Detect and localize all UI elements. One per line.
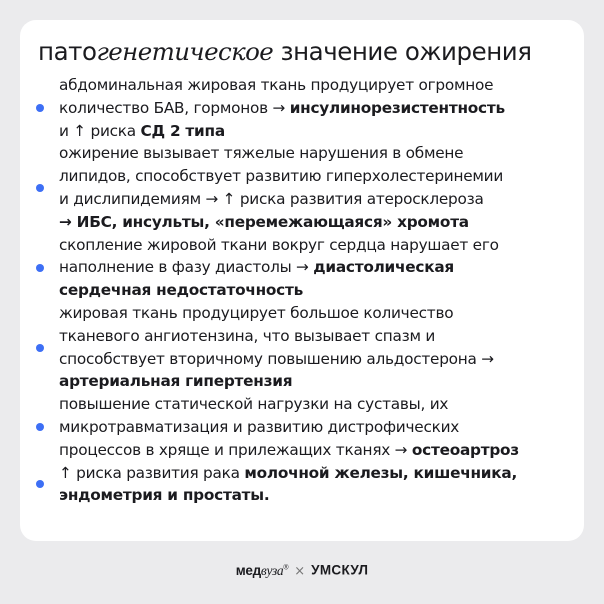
bullet-dot-icon (36, 423, 44, 431)
bold-text: сердечная недостаточность (59, 281, 304, 300)
text-line (59, 325, 584, 348)
text-segment: наполнение в фазу диастолы → (59, 258, 314, 277)
bullet-dot-icon (36, 104, 44, 112)
text-line (59, 97, 584, 120)
list-item (20, 302, 584, 393)
content-card (20, 20, 584, 541)
bullet-dot-icon (36, 344, 44, 352)
title-part-2-italic: генетическое (96, 37, 274, 66)
list-item (20, 462, 584, 508)
text-segment: жировая ткань продуцирует большое количество (59, 303, 454, 322)
text-segment: липидов, способствует развитию гиперхолестеринемии (59, 167, 504, 186)
text-line (59, 279, 584, 302)
text-line (59, 302, 584, 325)
text-line (59, 439, 584, 462)
bold-text: эндометрия и простаты. (59, 486, 270, 505)
separator-cross-icon: × (294, 563, 306, 579)
text-line (59, 120, 584, 143)
bold-text: артериальная гипертензия (59, 372, 293, 391)
bold-text: СД 2 типа (140, 121, 225, 140)
bullet-list (20, 74, 584, 507)
text-line (59, 484, 584, 507)
text-line (59, 74, 584, 97)
list-item (20, 142, 584, 233)
bold-text: остеоартроз (411, 440, 519, 459)
bold-text: → ИБС, инсульты, «перемежающаяся» хромота (59, 212, 469, 231)
bold-text: диастолическая (313, 258, 454, 277)
title-part-1: пато (38, 37, 97, 66)
text-line (59, 416, 584, 439)
text-segment: повышение статической нагрузки на суставы, их (59, 395, 449, 414)
text-segment: и дислипидемиям → ↑ риска развития атеросклероза (59, 189, 484, 208)
footer-logos (0, 559, 604, 581)
text-line (59, 256, 584, 279)
text-line (59, 165, 584, 188)
text-segment: скопление жировой ткани вокруг сердца нарушает его (59, 235, 499, 254)
text-segment: способствует вторичному повышению альдостерона → (59, 349, 494, 368)
text-line (59, 234, 584, 257)
bullet-dot-icon (36, 184, 44, 192)
list-item (20, 74, 584, 142)
list-item (20, 234, 584, 302)
text-line (59, 370, 584, 393)
text-line (59, 188, 584, 211)
text-line (59, 211, 584, 234)
bullet-dot-icon (36, 264, 44, 272)
list-item (20, 393, 584, 461)
text-segment: ↑ риска развития рака (59, 463, 245, 482)
text-line (59, 393, 584, 416)
text-segment: и ↑ риска (59, 121, 141, 140)
text-line (59, 142, 584, 165)
medvuza-logo: медвуза® (235, 562, 289, 578)
text-segment: ожирение вызывает тяжелые нарушения в обмене (59, 144, 464, 163)
text-line (59, 462, 584, 485)
page-title (38, 34, 532, 70)
text-segment: процессов в хряще и прилежащих тканях → (59, 440, 412, 459)
bullet-dot-icon (36, 480, 44, 488)
bold-text: молочной железы, кишечника, (244, 463, 518, 482)
text-segment: абдоминальная жировая ткань продуцирует огромное (59, 76, 494, 94)
bold-text: инсулинорезистентность (289, 98, 505, 117)
text-segment: количество БАВ, гормонов → (59, 98, 290, 117)
text-segment: тканевого ангиотензина, что вызывает спазм и (59, 326, 436, 345)
umskul-logo: УМСКУЛ (311, 562, 369, 578)
text-line (59, 348, 584, 371)
text-segment: микротравматизация и развитию дистрофических (59, 417, 460, 436)
title-part-3: значение ожирения (273, 37, 532, 66)
